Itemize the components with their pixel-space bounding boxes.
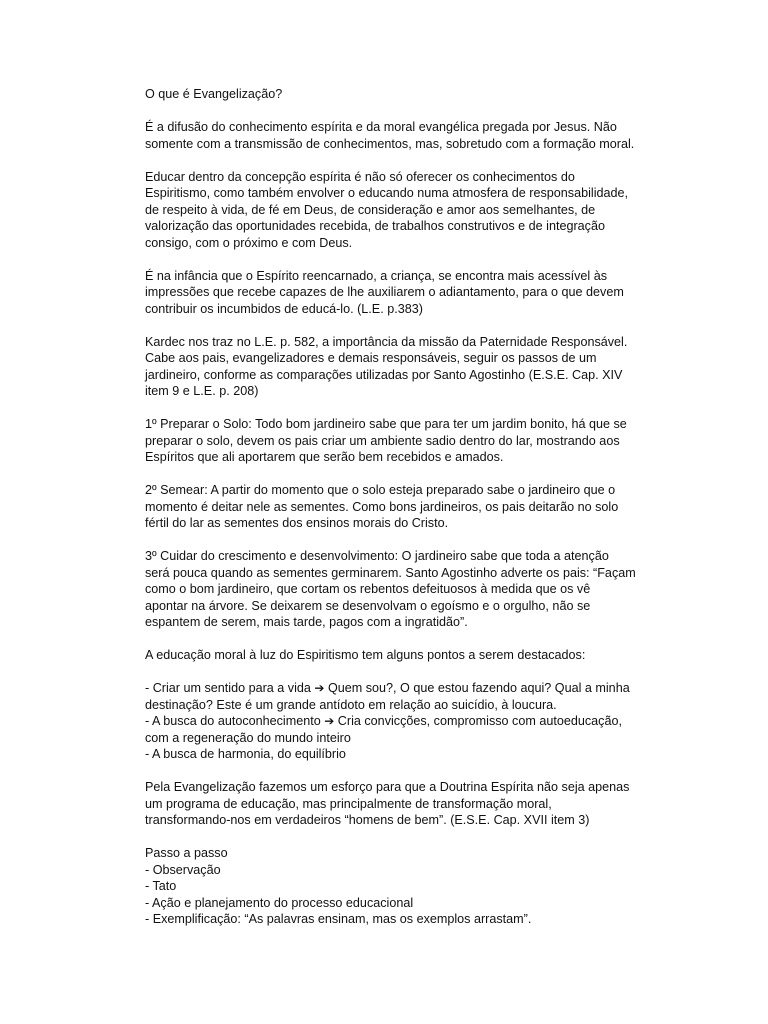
document-title — [145, 86, 665, 103]
paragraph-educar — [145, 169, 665, 252]
text-line: transformando-nos em verdadeiros “homens de bem”. (E.S.E. Cap. XVII item 3) — [145, 813, 590, 827]
text-line: apontar na árvore. Se deixarem se desenvolvam o egoísmo e o orgulho, não se — [145, 598, 591, 613]
text-line: um programa de educação, mas principalmente de transformação moral, — [145, 796, 552, 811]
text-line: Kardec nos traz no L.E. p. 582, a importância da missão da Paternidade Responsável. — [145, 334, 628, 349]
text-line: contribuir os incumbidos de educá-lo. (L.E. p.383) — [145, 301, 423, 316]
step-item: - Observação — [145, 862, 221, 877]
text-line: item 9 e L.E. p. 208) — [145, 384, 259, 398]
text-line: É a difusão do conhecimento espírita e da moral evangélica pregada por Jesus. Não — [145, 120, 617, 134]
text-line: Educar dentro da concepção espírita é não só oferecer os conhecimentos do — [145, 169, 575, 184]
text-line: espantem de serem, mais tarde, pagos com a ingratidão”. — [145, 615, 468, 629]
text-line: É na infância que o Espírito reencarnado, a criança, se encontra mais acessível às — [145, 268, 608, 283]
text-line: de respeito à vida, de fé em Deus, de consideração e amor aos semelhantes, de — [145, 202, 596, 217]
text-line: 1º Preparar o Solo: Todo bom jardineiro sabe que para ter um jardim bonito, há que se — [145, 417, 627, 431]
text-line: Pela Evangelização fazemos um esforço para que a Doutrina Espírita não seja apenas — [145, 780, 630, 794]
text-line: preparar o solo, devem os pais criar um ambiente sadio dentro do lar, mostrando aos — [145, 433, 620, 448]
point-text: Quem sou?, O que estou fazendo aqui? Qual a minha — [324, 681, 630, 695]
text-line: como o bom jardineiro, que cortam os rebentos defeituosos à medida que os vê — [145, 582, 591, 596]
arrow-right-icon: ➔ — [324, 714, 335, 728]
text-line: jardineiro, conforme as comparações utilizadas por Santo Agostinho (E.S.E. Cap. XIV — [145, 367, 623, 382]
steps-list — [145, 845, 665, 928]
point-harmonia: - A busca de harmonia, do equilíbrio — [145, 747, 346, 761]
point-sentido — [145, 680, 665, 697]
text-line: com a regeneração do mundo inteiro — [145, 730, 351, 745]
text-line: somente com a transmissão de conhecimentos, mas, sobretudo com a formação moral. — [145, 136, 635, 151]
text-line: valorização das oportunidades recebida, de trabalhos construtivos e de integração — [145, 219, 605, 233]
text-line: 2º Semear: A partir do momento que o solo esteja preparado sabe o jardineiro que o — [145, 483, 616, 497]
text-line: Espiritismo, como também envolver o educando numa atmosfera de responsabilidade, — [145, 186, 629, 200]
steps-title: Passo a passo — [145, 846, 228, 860]
point-text: - Criar um sentido para a vida — [145, 681, 315, 695]
paragraph-semear — [145, 482, 665, 532]
step-item: - Exemplificação: “As palavras ensinam, mas os exemplos arrastam”. — [145, 912, 532, 926]
paragraph-preparar-solo — [145, 416, 665, 466]
arrow-right-icon: ➔ — [314, 681, 325, 695]
text-line: impressões que recebe capazes de lhe auxiliarem o adiantamento, para o que devem — [145, 285, 624, 299]
text-line: A educação moral à luz do Espiritismo tem alguns pontos a serem destacados: — [145, 648, 586, 662]
step-item: - Tato — [145, 879, 177, 893]
paragraph-kardec — [145, 334, 665, 400]
paragraph-educacao-moral — [145, 647, 665, 664]
point-text: - A busca do autoconhecimento — [145, 714, 325, 728]
paragraph-closing — [145, 779, 665, 829]
point-text: Cria convicções, compromisso com autoeducação, — [334, 714, 622, 728]
points-list — [145, 680, 665, 763]
document-page — [145, 86, 665, 944]
step-item: - Ação e planejamento do processo educacional — [145, 895, 414, 910]
paragraph-cuidar — [145, 548, 665, 631]
point-autoconhecimento — [145, 713, 665, 730]
text-line: será pouca quando as sementes germinarem. Santo Agostinho adverte os pais: “Façam — [145, 565, 636, 580]
text-line: Espíritos que ali aportarem que serão bem recebidos e amados. — [145, 450, 504, 464]
text-line: momento é deitar nele as sementes. Como bons jardineiros, os pais deitarão no solo — [145, 499, 619, 514]
paragraph-definition — [145, 119, 665, 152]
text-line: destinação? Este é um grande antídoto em relação ao suicídio, à loucura. — [145, 697, 557, 712]
paragraph-infancia — [145, 268, 665, 318]
title-line: O que é Evangelização? — [145, 87, 283, 101]
text-line: consigo, com o próximo e com Deus. — [145, 235, 353, 250]
text-line: Cabe aos pais, evangelizadores e demais responsáveis, seguir os passos de um — [145, 351, 597, 365]
text-line: 3º Cuidar do crescimento e desenvolvimento: O jardineiro sabe que toda a atenção — [145, 549, 609, 563]
text-line: fértil do lar as sementes dos ensinos morais do Cristo. — [145, 516, 449, 530]
